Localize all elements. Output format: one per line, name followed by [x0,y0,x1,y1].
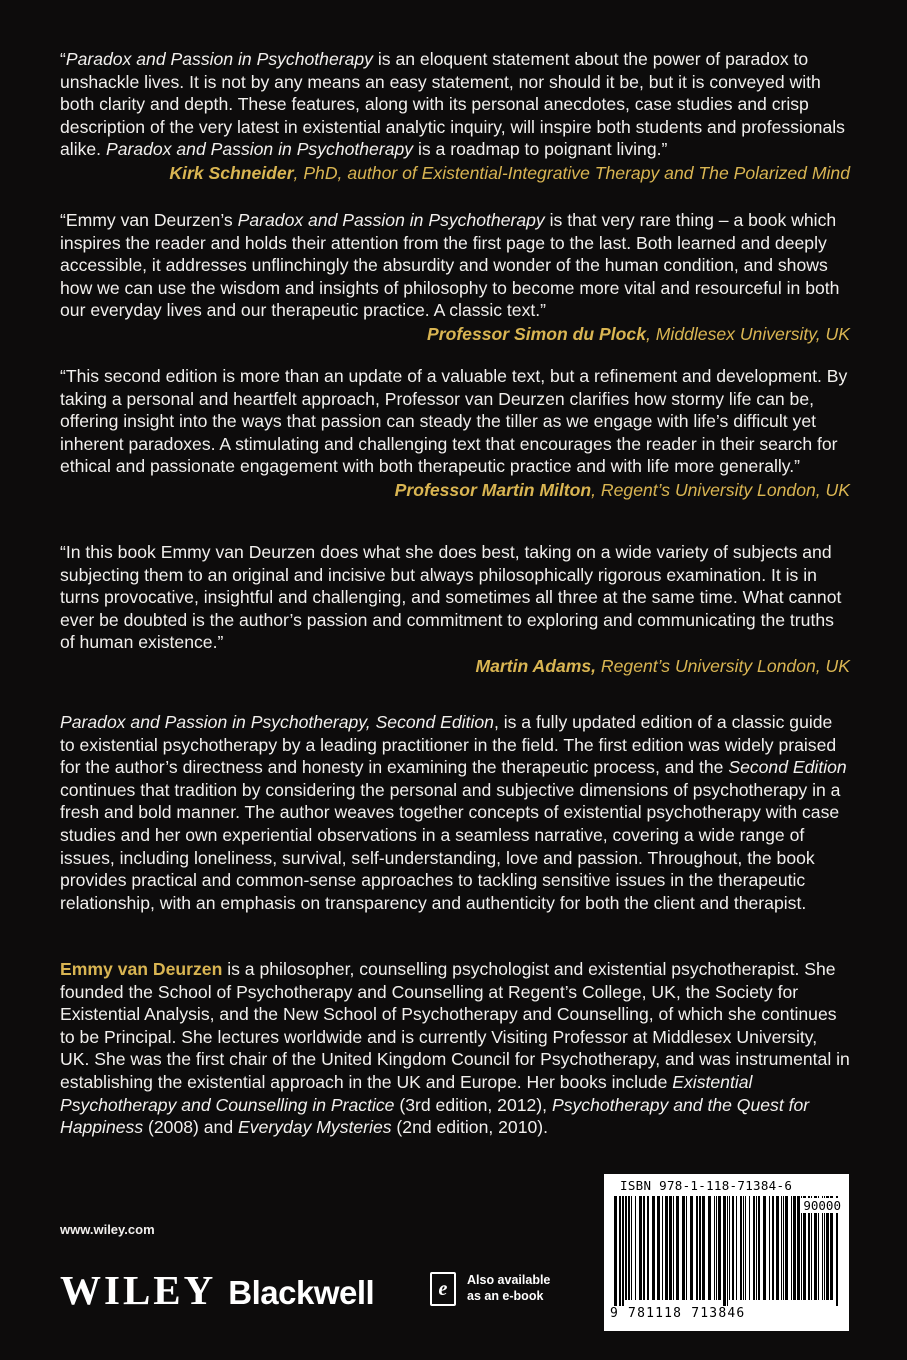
barcode-bar [785,1196,788,1300]
barcode-bar [622,1196,624,1306]
quote-author-role: , Middlesex University, UK [645,323,850,344]
quote-attribution [60,162,850,185]
barcode-bar [758,1196,760,1300]
barcode-bar [740,1196,742,1300]
barcode-bar [763,1196,766,1300]
quote-author-name: Martin Adams, [475,655,597,676]
barcode-bar [716,1196,717,1300]
quote-text [60,48,850,161]
quote-author-name: Professor Simon du Plock [426,323,646,344]
quote-author-name: Kirk Schneider [169,162,294,183]
barcode-bar [631,1196,632,1300]
ebook-line-2: as an e-book [467,1289,544,1303]
ebook-line-1: Also available [467,1273,551,1287]
wiley-wordmark: WILEY [60,1267,217,1313]
endorsement-quote-3 [60,365,850,502]
text-run: is a philosopher, counselling psychologist and existential psychotherapist. She founded the School of Psychotherapy and Counselling at Regent’s College, UK, the Society for Existential Analysis, and the New School of Psychotherapy and Counselling, of which she continues to be Principal. She lectures worldwide and is currently Visiting Professor at Middlesex University, UK. She was the first chair of the United Kingdom Council for Psychotherapy, and was instrumental in establishing the existential approach in the UK and Europe. Her books include [60,959,850,1092]
barcode-bar [714,1196,715,1300]
ean-digits: 9 781118 713846 [610,1306,746,1321]
barcode-bar [708,1196,711,1300]
barcode-bar [669,1196,672,1300]
text-run: , is a fully updated edition of a classic guide to existential psychotherapy by a leading practitioner in the field. The first edition was widely praised for the author’s directness and honesty in examining the therapeutic process, and the [60,712,837,778]
author-bio [60,958,850,1139]
quote-author-role: , Regent’s University London, UK [591,479,850,500]
price-code: 90000 [803,1198,841,1213]
barcode-bar [696,1196,698,1300]
barcode-bar [781,1196,782,1300]
isbn-label: ISBN 978-1-118-71384-6 [620,1178,793,1193]
text-run: Paradox and Passion in Psychotherapy [237,210,545,230]
text-run: Psychotherapy and the Quest for Happiness [60,1094,810,1138]
barcode-bar [619,1196,621,1306]
text-run: (3rd edition, 2012), [394,1094,552,1115]
isbn-barcode [604,1174,849,1331]
barcode-bar [686,1196,687,1300]
publisher-logo [60,1266,374,1314]
barcode-bar [639,1196,642,1300]
bio-text [60,958,850,1139]
barcode-bar [723,1196,726,1306]
barcode-bar [783,1196,784,1300]
barcode-bar [769,1196,770,1300]
text-run: “In this book Emmy van Deurzen does what she does best, taking on a wide variety of subjects and subjecting them to an original and incisive but always philosophically rigorous examination. It is in turns provocative, insightful and challenging, and sometimes all three at the same time. What cannot ever be doubted is the author’s passion and commitment to exploring and communicating the truths of human existence.” [60,542,842,653]
barcode-bar [753,1196,755,1300]
barcode-bar [665,1196,668,1300]
barcode-bar [756,1196,757,1300]
text-run: is that very rare thing – a book which inspires the reader and holds their attention from the first page to the last. Both learned and deeply accessible, it addresses unflinchingly the absurdity and wonder of the human condition, and shows how we can use the wisdom and insights of philosophy to become more vital and resourceful in both our everyday lives and our therapeutic practice. A classic text.” [60,210,840,321]
text-run: “This second edition is more than an update of a valuable text, but a refinement and development. By taking a personal and heartfelt approach, Professor van Deurzen clarifies how stormy life can be, offering insight into the ways that passion can steady the tiller as we engage with life’s difficult yet inherent paradoxes. A stimulating and challenging text that encourages the reader in their search for ethical and passionate engagement with both therapeutic practice and with life more generally.” [60,366,848,477]
quote-text [60,209,850,322]
barcode-bar [732,1196,734,1300]
text-run: Second Edition [728,757,847,778]
text-run: Everyday Mysteries [238,1117,392,1138]
publisher-url[interactable]: www.wiley.com [60,1222,155,1237]
barcode-bar [690,1196,693,1300]
barcode-bar [743,1196,744,1300]
barcode-bar [614,1196,617,1306]
barcode-bar [699,1196,701,1300]
barcode-bar [793,1196,796,1300]
barcode-bar [745,1196,746,1300]
ebook-availability [467,1272,550,1304]
quote-author-role: Regent’s University London, UK [596,655,850,676]
quote-attribution [60,479,850,502]
text-run: continues that tradition by considering the personal and subjective dimensions of psychotherapy in a fresh and bold manner. The author weaves together concepts of existential psychotherapy with case studies and her own experiential observations in a seamless narrative, covering a wide range of issues, including loneliness, survival, self-understanding, love and passion. Throughout, the book provides practical and common-sense approaches to tackling sensitive issues in the therapeutic relationship, with an emphasis on transparency and authenticity for both the client and therapist. [60,779,841,913]
endorsement-quote-1 [60,48,850,185]
barcode-bar [643,1196,645,1300]
text-run: (2008) and [143,1117,239,1138]
barcode-bar [657,1196,660,1300]
description-text [60,711,850,914]
barcode-bar [797,1196,800,1300]
endorsement-quote-4 [60,541,850,678]
quote-author-name: Professor Martin Milton [394,479,592,500]
barcode-bar [625,1196,627,1300]
text-run: (2nd edition, 2010). [391,1117,549,1138]
quote-attribution [60,323,850,346]
book-description [60,711,850,914]
e-book-icon: e [430,1272,456,1306]
text-run: “ [60,49,66,69]
quote-author-role: , PhD, author of Existential-Integrative Therapy and The Polarized Mind [293,162,850,183]
quote-text [60,365,850,478]
text-run: is an eloquent statement about the power of paradox to unshackle lives. It is not by any means an easy statement, nor should it be, but it is conveyed with both clarity and depth. These features, along with its personal anecdotes, case studies and crisp description of the very latest in existential analytic inquiry, will inspire both students and professionals alike. [60,49,845,160]
barcode-bar [749,1196,750,1300]
barcode-bar [652,1196,655,1300]
barcode-bar [736,1196,737,1300]
barcode-bar [702,1196,705,1300]
blackwell-wordmark: Blackwell [228,1274,375,1311]
text-run: is a roadmap to poignant living.” [413,139,668,160]
barcode-bar [718,1196,721,1300]
barcode-bar [662,1196,663,1300]
barcode-bar [682,1196,685,1300]
barcode-bar [628,1196,630,1300]
text-run: Paradox and Passion in Psychotherapy [105,139,414,160]
barcode-bar [776,1196,779,1300]
quote-text [60,541,850,654]
barcode-bar [791,1196,792,1300]
endorsement-quote-2 [60,209,850,346]
barcode-bar [727,1196,728,1306]
barcode-bar [647,1196,649,1300]
text-run: Emmy van Deurzen [60,959,223,979]
barcode-bar [673,1196,674,1300]
text-run: Paradox and Passion in Psychotherapy [65,49,373,69]
barcode-bar [635,1196,636,1300]
quote-attribution [60,655,850,678]
barcode-bar [729,1196,730,1300]
text-run: Existential Psychotherapy and Counselling in Practice [60,1071,753,1115]
text-run: “Emmy van Deurzen’s [60,210,238,230]
text-run: Paradox and Passion in Psychotherapy, Second Edition [60,712,494,732]
barcode-bar [676,1196,679,1300]
barcode-bar [772,1196,774,1300]
